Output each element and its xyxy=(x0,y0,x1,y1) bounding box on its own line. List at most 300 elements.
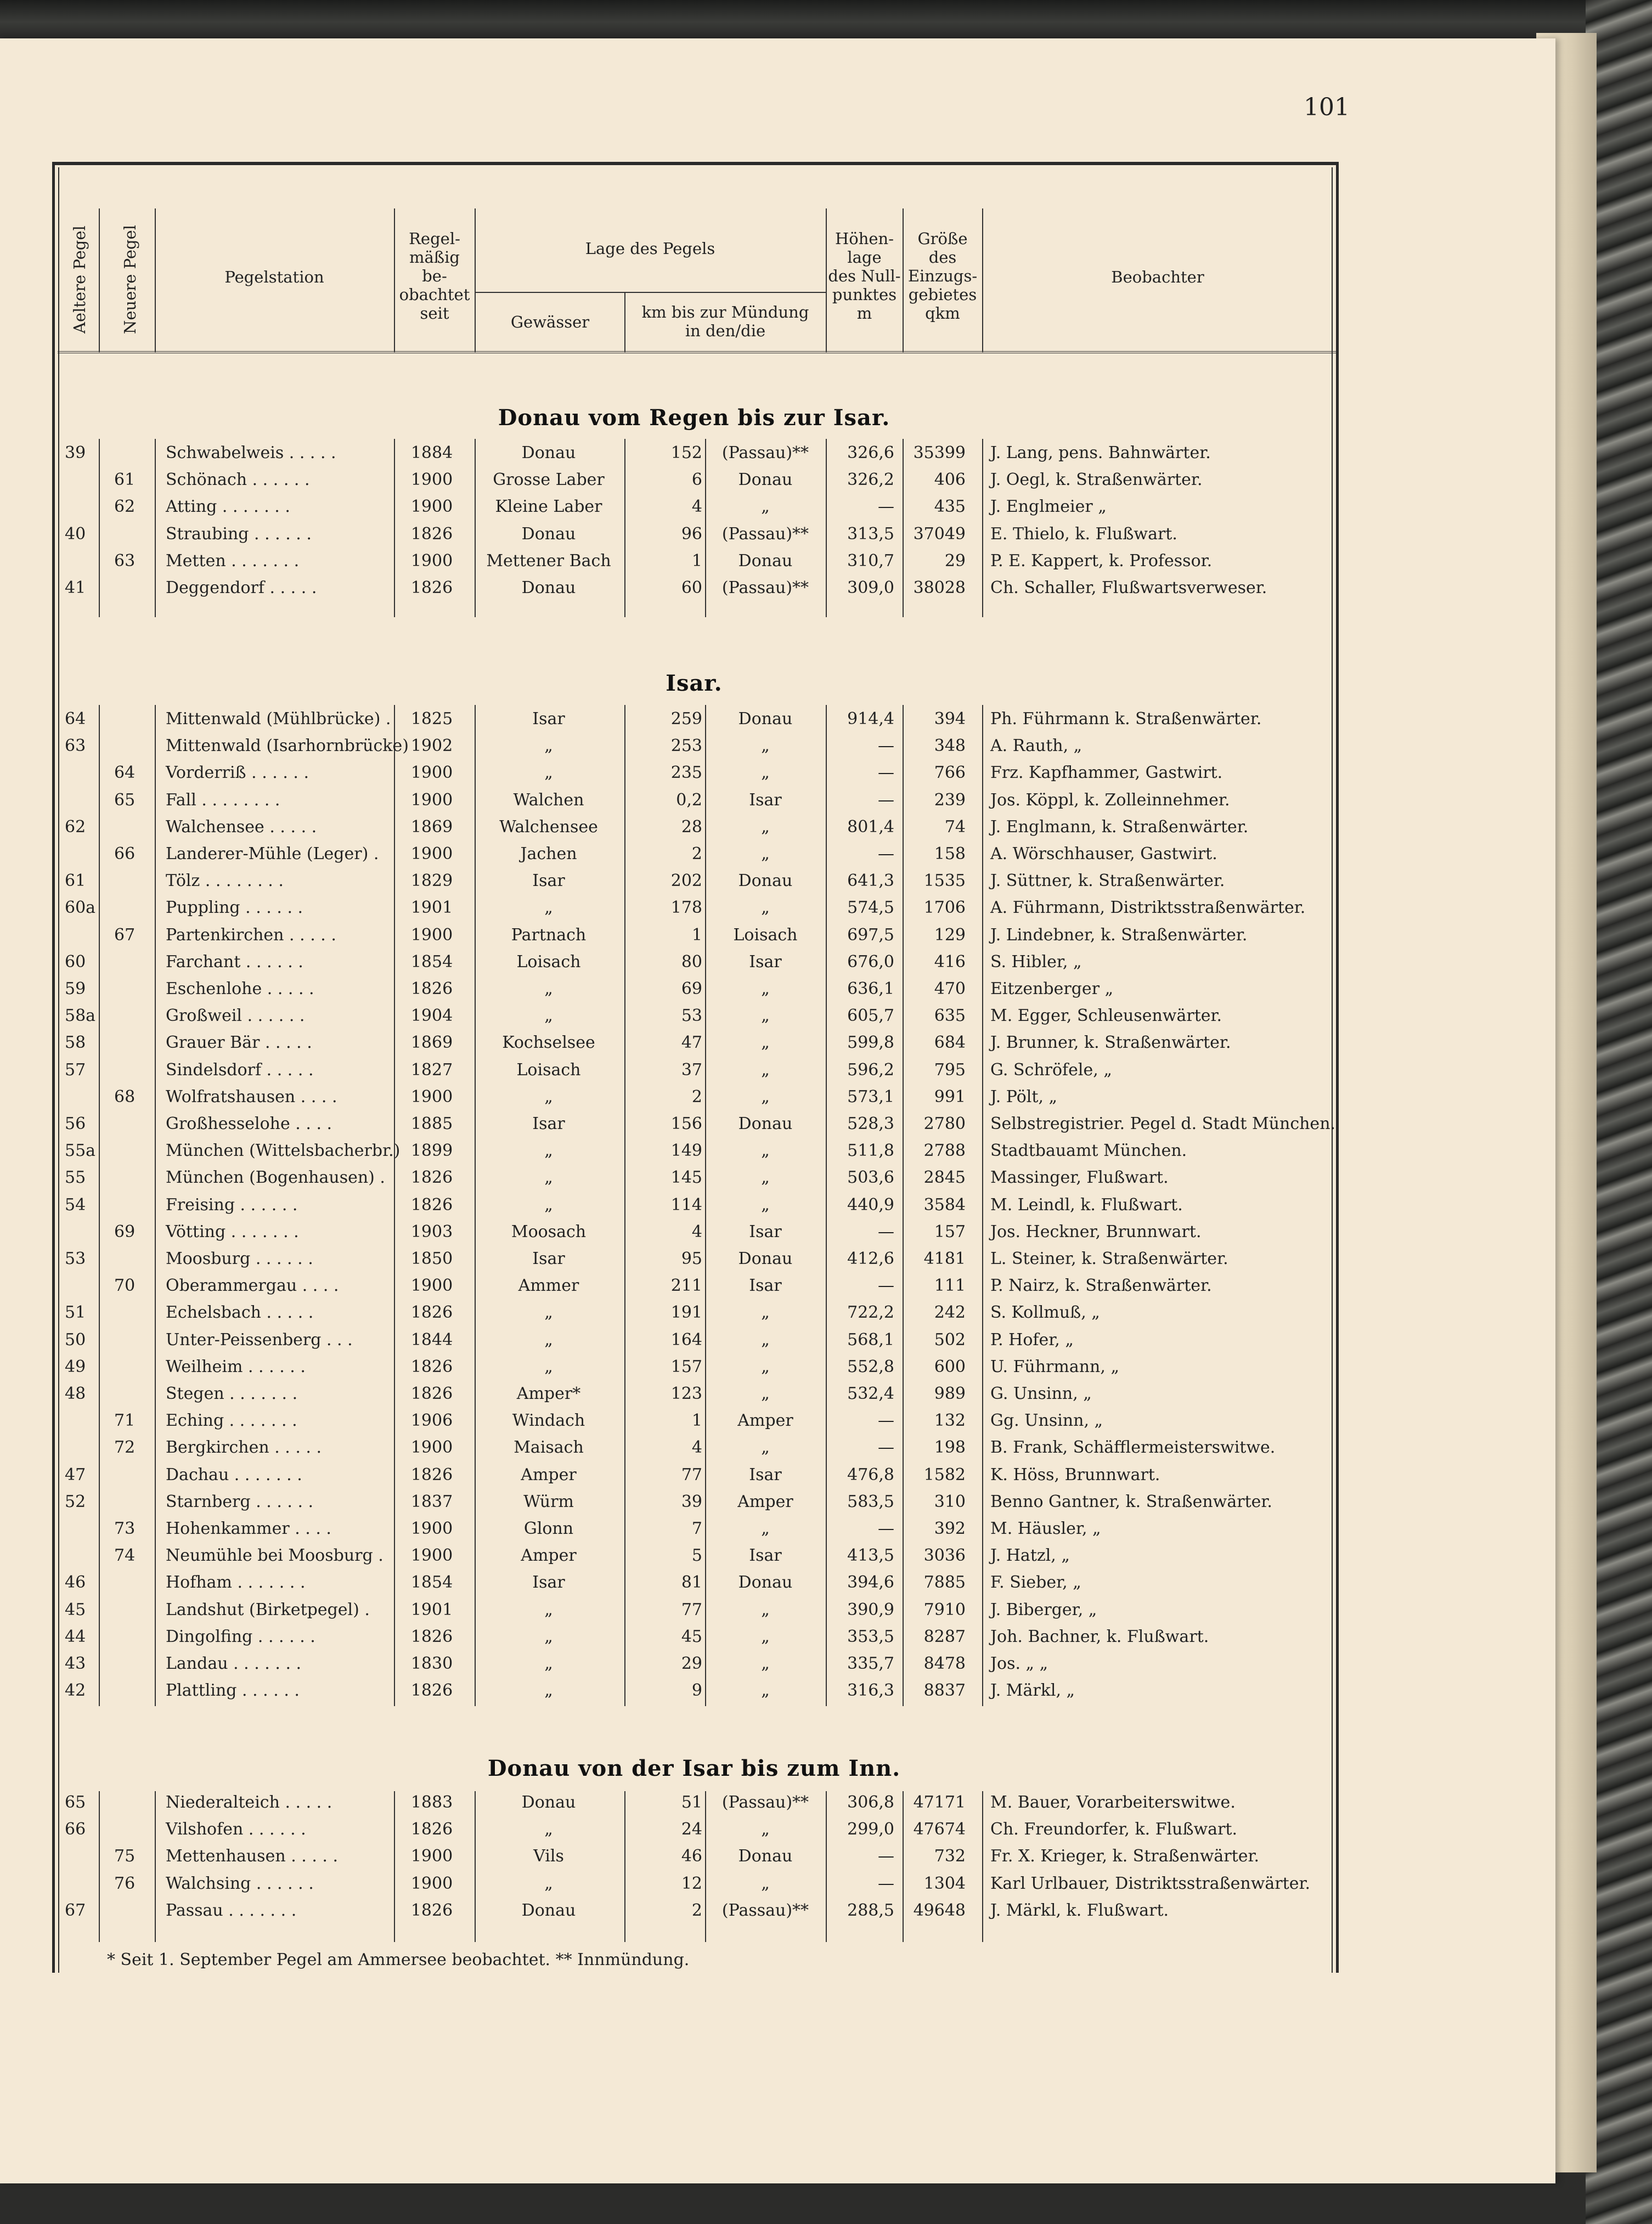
zero-point-height: — xyxy=(878,844,894,863)
water-body: „ xyxy=(544,1303,553,1323)
zero-point-height: 476,8 xyxy=(847,1465,894,1484)
observer: Joh. Bachner, k. Flußwart. xyxy=(990,1627,1209,1646)
station-name: Dachau . . . . . . . xyxy=(166,1465,302,1484)
station-name: Neumühle bei Moosburg . xyxy=(166,1546,384,1566)
observer: M. Bauer, Vorarbeiterswitwe. xyxy=(990,1793,1236,1812)
header-rule xyxy=(475,208,476,352)
km-to-mouth: 1 xyxy=(691,1411,702,1431)
header-beobachter: Beobachter xyxy=(1111,268,1204,286)
observed-since: 1901 xyxy=(410,898,453,918)
mouth-into: „ xyxy=(761,1519,770,1538)
observed-since: 1903 xyxy=(410,1222,453,1241)
water-body: „ xyxy=(544,736,553,756)
zero-point-height: 288,5 xyxy=(847,1900,894,1920)
water-body: „ xyxy=(544,1873,553,1893)
old-pegel-number: 58a xyxy=(65,1006,96,1026)
km-to-mouth: 259 xyxy=(670,709,702,729)
header-km-muendung: km bis zur Mündung in den/die xyxy=(641,303,809,340)
mouth-into: „ xyxy=(761,1141,770,1161)
table-row xyxy=(0,1276,1333,1301)
observed-since: 1826 xyxy=(410,1681,453,1701)
mouth-into: Amper xyxy=(737,1411,793,1431)
km-to-mouth: 1 xyxy=(691,551,702,571)
catchment-area: 132 xyxy=(934,1411,966,1431)
zero-point-height: 641,3 xyxy=(847,871,894,891)
mouth-into: (Passau)** xyxy=(721,1793,809,1812)
observer: J. Lang, pens. Bahnwärter. xyxy=(990,443,1211,462)
zero-point-height: — xyxy=(878,1276,894,1296)
header-seit: Regel- mäßig be- obachtet seit xyxy=(399,229,470,323)
station-name: Metten . . . . . . . xyxy=(166,551,300,571)
table-row xyxy=(0,1901,1333,1926)
km-to-mouth: 81 xyxy=(681,1573,702,1593)
observed-since: 1826 xyxy=(410,578,453,597)
water-body: Donau xyxy=(521,443,576,462)
zero-point-height: 316,3 xyxy=(847,1681,894,1701)
observed-since: 1884 xyxy=(410,443,453,462)
new-pegel-number: 72 xyxy=(114,1438,136,1458)
catchment-area: 2788 xyxy=(923,1141,966,1161)
observer: J. Biberger, „ xyxy=(990,1600,1097,1619)
zero-point-height: 335,7 xyxy=(847,1654,894,1673)
km-to-mouth: 6 xyxy=(691,470,702,490)
observer: J. Lindebner, k. Straßenwärter. xyxy=(990,925,1248,945)
old-pegel-number: 48 xyxy=(65,1384,86,1403)
zero-point-height: — xyxy=(878,790,894,810)
table-row xyxy=(0,1519,1333,1544)
old-pegel-number: 53 xyxy=(65,1249,86,1268)
zero-point-height: 676,0 xyxy=(847,952,894,972)
km-to-mouth: 9 xyxy=(691,1681,702,1701)
observer: B. Frank, Schäfflermeisterswitwe. xyxy=(990,1438,1276,1458)
catchment-area: 394 xyxy=(934,709,966,729)
km-to-mouth: 29 xyxy=(681,1654,702,1673)
station-name: Niederalteich . . . . . xyxy=(166,1793,332,1812)
observer: G. Unsinn, „ xyxy=(990,1384,1092,1403)
mouth-into: Donau xyxy=(738,1573,793,1593)
table-row xyxy=(0,1033,1333,1058)
mouth-into: „ xyxy=(761,1006,770,1026)
water-body: Walchensee xyxy=(499,817,598,837)
new-pegel-number: 61 xyxy=(114,470,136,490)
observed-since: 1826 xyxy=(410,1357,453,1376)
km-to-mouth: 60 xyxy=(681,578,702,597)
station-name: Dingolfing . . . . . . xyxy=(166,1627,315,1646)
km-to-mouth: 123 xyxy=(670,1384,702,1403)
table-row xyxy=(0,1168,1333,1193)
observed-since: 1854 xyxy=(410,952,453,972)
water-body: „ xyxy=(544,763,553,783)
station-name: Großhesselohe . . . . xyxy=(166,1114,332,1133)
observer: U. Führmann, „ xyxy=(990,1357,1119,1376)
water-body: „ xyxy=(544,1627,553,1646)
mouth-into: (Passau)** xyxy=(721,578,809,597)
mouth-into: „ xyxy=(761,844,770,863)
water-body: Vils xyxy=(533,1847,564,1866)
station-name: Vorderriß . . . . . . xyxy=(166,763,309,783)
zero-point-height: 605,7 xyxy=(847,1006,894,1026)
km-to-mouth: 2 xyxy=(691,1087,702,1107)
zero-point-height: 914,4 xyxy=(847,709,894,729)
table-row xyxy=(0,1222,1333,1248)
station-name: Deggendorf . . . . . xyxy=(166,578,317,597)
observer: J. Oegl, k. Straßenwärter. xyxy=(990,470,1203,490)
new-pegel-number: 63 xyxy=(114,551,136,571)
table-row xyxy=(0,844,1333,870)
station-name: Mittenwald (Isarhornbrücke) xyxy=(166,736,409,756)
mouth-into: „ xyxy=(761,1195,770,1215)
water-body: Jachen xyxy=(520,844,577,863)
observed-since: 1900 xyxy=(410,1847,453,1866)
observer: Selbstregistrier. Pegel d. Stadt München. xyxy=(990,1114,1336,1133)
observer: Fr. X. Krieger, k. Straßenwärter. xyxy=(990,1847,1260,1866)
km-to-mouth: 24 xyxy=(681,1820,702,1839)
page-number: 101 xyxy=(1304,93,1350,121)
observer: M. Leindl, k. Flußwart. xyxy=(990,1195,1183,1215)
catchment-area: 684 xyxy=(934,1033,966,1053)
zero-point-height: — xyxy=(878,763,894,783)
scan-background-top xyxy=(0,0,1652,44)
observed-since: 1900 xyxy=(410,1546,453,1566)
zero-point-height: 412,6 xyxy=(847,1249,894,1268)
observer: J. Süttner, k. Straßenwärter. xyxy=(990,871,1225,891)
catchment-area: 1706 xyxy=(923,898,966,918)
water-body: Isar xyxy=(532,1249,565,1268)
old-pegel-number: 60 xyxy=(65,952,86,972)
new-pegel-number: 66 xyxy=(114,844,136,863)
station-name: Landau . . . . . . . xyxy=(166,1654,302,1673)
catchment-area: 7885 xyxy=(923,1573,966,1593)
catchment-area: 8287 xyxy=(923,1627,966,1646)
water-body: Amper* xyxy=(516,1384,581,1403)
zero-point-height: — xyxy=(878,1519,894,1538)
station-name: Schönach . . . . . . xyxy=(166,470,310,490)
station-name: Eching . . . . . . . xyxy=(166,1411,297,1431)
old-pegel-number: 49 xyxy=(65,1357,86,1376)
mouth-into: Donau xyxy=(738,709,793,729)
km-to-mouth: 202 xyxy=(670,871,702,891)
observed-since: 1901 xyxy=(410,1600,453,1619)
observer: F. Sieber, „ xyxy=(990,1573,1081,1593)
table-row xyxy=(0,1384,1333,1409)
observer: A. Wörschhauser, Gastwirt. xyxy=(990,844,1217,863)
mouth-into: Donau xyxy=(738,1249,793,1268)
old-pegel-number: 51 xyxy=(65,1303,86,1323)
mouth-into: „ xyxy=(761,1627,770,1646)
observed-since: 1869 xyxy=(410,817,453,837)
observed-since: 1899 xyxy=(410,1141,453,1161)
zero-point-height: 596,2 xyxy=(847,1060,894,1080)
water-body: Glonn xyxy=(523,1519,574,1538)
observer: E. Thielo, k. Flußwart. xyxy=(990,524,1177,544)
catchment-area: 991 xyxy=(934,1087,966,1107)
km-to-mouth: 45 xyxy=(681,1627,702,1646)
catchment-area: 416 xyxy=(934,952,966,972)
observed-since: 1900 xyxy=(410,1519,453,1538)
catchment-area: 406 xyxy=(934,470,966,490)
catchment-area: 600 xyxy=(934,1357,966,1376)
observer: Frz. Kapfhammer, Gastwirt. xyxy=(990,763,1223,783)
km-to-mouth: 51 xyxy=(681,1793,702,1812)
water-body: Isar xyxy=(532,709,565,729)
table-row xyxy=(0,1060,1333,1086)
station-name: Landshut (Birketpegel) . xyxy=(166,1600,370,1619)
table-row xyxy=(0,898,1333,923)
zero-point-height: — xyxy=(878,1847,894,1866)
water-body: Isar xyxy=(532,1114,565,1133)
catchment-area: 47674 xyxy=(913,1820,966,1839)
observed-since: 1900 xyxy=(410,925,453,945)
mouth-into: Loisach xyxy=(733,925,798,945)
mouth-into: „ xyxy=(761,1357,770,1376)
observed-since: 1854 xyxy=(410,1573,453,1593)
zero-point-height: 583,5 xyxy=(847,1492,894,1511)
mouth-into: „ xyxy=(761,1600,770,1619)
km-to-mouth: 4 xyxy=(691,1438,702,1458)
old-pegel-number: 54 xyxy=(65,1195,86,1215)
observed-since: 1826 xyxy=(410,1168,453,1188)
new-pegel-number: 68 xyxy=(114,1087,136,1107)
header-aeltere-pegel: Aeltere Pegel xyxy=(70,225,89,334)
catchment-area: 129 xyxy=(934,925,966,945)
observer: Ch. Schaller, Flußwartsverweser. xyxy=(990,578,1267,597)
header-gewaesser: Gewässer xyxy=(510,313,590,331)
observer: Ph. Führmann k. Straßenwärter. xyxy=(990,709,1262,729)
header-pegelstation: Pegelstation xyxy=(224,268,324,286)
table-row xyxy=(0,1465,1333,1491)
zero-point-height: 528,3 xyxy=(847,1114,894,1133)
zero-point-height: 390,9 xyxy=(847,1600,894,1619)
km-to-mouth: 157 xyxy=(670,1357,702,1376)
observer: J. Pölt, „ xyxy=(990,1087,1058,1107)
old-pegel-number: 60a xyxy=(65,898,96,918)
zero-point-height: 552,8 xyxy=(847,1357,894,1376)
km-to-mouth: 39 xyxy=(681,1492,702,1511)
station-name: Hofham . . . . . . . xyxy=(166,1573,306,1593)
zero-point-height: — xyxy=(878,1438,894,1458)
mouth-into: (Passau)** xyxy=(721,1900,809,1920)
station-name: Oberammergau . . . . xyxy=(166,1276,339,1296)
table-row xyxy=(0,791,1333,816)
catchment-area: 198 xyxy=(934,1438,966,1458)
zero-point-height: 440,9 xyxy=(847,1195,894,1215)
km-to-mouth: 0,2 xyxy=(676,790,702,810)
header-rule xyxy=(826,208,827,352)
mouth-into: „ xyxy=(761,1087,770,1107)
water-body: Isar xyxy=(532,871,565,891)
mouth-into: „ xyxy=(761,1303,770,1323)
new-pegel-number: 76 xyxy=(114,1873,136,1893)
catchment-area: 1304 xyxy=(923,1873,966,1893)
zero-point-height: 568,1 xyxy=(847,1330,894,1350)
mouth-into: „ xyxy=(761,898,770,918)
observed-since: 1826 xyxy=(410,524,453,544)
station-name: Landerer-Mühle (Leger) . xyxy=(166,844,379,863)
observed-since: 1830 xyxy=(410,1654,453,1673)
water-body: Donau xyxy=(521,1793,576,1812)
table-row xyxy=(0,736,1333,761)
new-pegel-number: 75 xyxy=(114,1847,136,1866)
old-pegel-number: 42 xyxy=(65,1681,86,1701)
zero-point-height: — xyxy=(878,736,894,756)
mouth-into: Isar xyxy=(749,790,782,810)
new-pegel-number: 65 xyxy=(114,790,136,810)
km-to-mouth: 96 xyxy=(681,524,702,544)
old-pegel-number: 58 xyxy=(65,1033,86,1053)
station-name: Vilshofen . . . . . . xyxy=(166,1820,306,1839)
table-row xyxy=(0,1820,1333,1845)
catchment-area: 242 xyxy=(934,1303,966,1323)
observer: J. Englmann, k. Straßenwärter. xyxy=(990,817,1249,837)
km-to-mouth: 211 xyxy=(670,1276,702,1296)
zero-point-height: — xyxy=(878,497,894,517)
header-rule xyxy=(394,208,395,352)
water-body: Moosach xyxy=(511,1222,587,1241)
mouth-into: Donau xyxy=(738,470,793,490)
header-rule xyxy=(903,208,904,352)
km-to-mouth: 152 xyxy=(670,443,702,462)
section-title: Donau vom Regen bis zur Isar. xyxy=(498,405,890,431)
mouth-into: Isar xyxy=(749,1222,782,1241)
old-pegel-number: 46 xyxy=(65,1573,86,1593)
zero-point-height: 599,8 xyxy=(847,1033,894,1053)
mouth-into: Donau xyxy=(738,1847,793,1866)
station-name: Atting . . . . . . . xyxy=(166,497,290,517)
km-to-mouth: 4 xyxy=(691,1222,702,1241)
water-body: Walchen xyxy=(513,790,584,810)
catchment-area: 3584 xyxy=(923,1195,966,1215)
observer: Karl Urlbauer, Distriktsstraßenwärter. xyxy=(990,1873,1311,1893)
old-pegel-number: 47 xyxy=(65,1465,86,1484)
mouth-into: Isar xyxy=(749,1465,782,1484)
water-body: Grosse Laber xyxy=(493,470,605,490)
water-body: Loisach xyxy=(516,1060,581,1080)
station-name: Farchant . . . . . . xyxy=(166,952,303,972)
observed-since: 1826 xyxy=(410,1820,453,1839)
table-row xyxy=(0,1492,1333,1517)
catchment-area: 502 xyxy=(934,1330,966,1350)
observer: M. Egger, Schleusenwärter. xyxy=(990,1006,1222,1026)
mouth-into: „ xyxy=(761,1330,770,1350)
station-name: Eschenlohe . . . . . xyxy=(166,979,314,998)
footnote: * Seit 1. September Pegel am Ammersee beobachtet. ** Innmündung. xyxy=(107,1950,690,1969)
header-rule xyxy=(982,208,983,352)
old-pegel-number: 62 xyxy=(65,817,86,837)
km-to-mouth: 95 xyxy=(681,1249,702,1268)
station-name: Stegen . . . . . . . xyxy=(166,1384,298,1403)
mouth-into: „ xyxy=(761,497,770,517)
zero-point-height: 413,5 xyxy=(847,1546,894,1566)
mouth-into: „ xyxy=(761,736,770,756)
km-to-mouth: 164 xyxy=(670,1330,702,1350)
observer: S. Kollmuß, „ xyxy=(990,1303,1100,1323)
observer: Jos. Köppl, k. Zolleinnehmer. xyxy=(990,790,1230,810)
old-pegel-number: 45 xyxy=(65,1600,86,1619)
zero-point-height: 306,8 xyxy=(847,1793,894,1812)
mouth-into: Donau xyxy=(738,871,793,891)
catchment-area: 8837 xyxy=(923,1681,966,1701)
mouth-into: „ xyxy=(761,1654,770,1673)
catchment-area: 310 xyxy=(934,1492,966,1511)
zero-point-height: 326,6 xyxy=(847,443,894,462)
observed-since: 1904 xyxy=(410,1006,453,1026)
observed-since: 1900 xyxy=(410,1438,453,1458)
header-bottom-rule xyxy=(58,351,1336,353)
table-row xyxy=(0,1847,1333,1872)
new-pegel-number: 69 xyxy=(114,1222,136,1241)
table-row xyxy=(0,1303,1333,1328)
old-pegel-number: 65 xyxy=(65,1793,86,1812)
table-row xyxy=(0,1546,1333,1571)
km-to-mouth: 5 xyxy=(691,1546,702,1566)
water-body: Ammer xyxy=(518,1276,579,1296)
observed-since: 1829 xyxy=(410,871,453,891)
observed-since: 1900 xyxy=(410,763,453,783)
table-row xyxy=(0,1600,1333,1625)
old-pegel-number: 39 xyxy=(65,443,86,462)
zero-point-height: 326,2 xyxy=(847,470,894,490)
catchment-area: 37049 xyxy=(913,524,966,544)
header-rule xyxy=(99,208,100,352)
water-body: Loisach xyxy=(516,952,581,972)
old-pegel-number: 55 xyxy=(65,1168,86,1188)
station-name: Hohenkammer . . . . xyxy=(166,1519,331,1538)
observer: Gg. Unsinn, „ xyxy=(990,1411,1103,1431)
km-to-mouth: 12 xyxy=(681,1873,702,1893)
zero-point-height: 394,6 xyxy=(847,1573,894,1593)
station-name: Sindelsdorf . . . . . xyxy=(166,1060,314,1080)
table-row xyxy=(0,1627,1333,1652)
water-body: „ xyxy=(544,1357,553,1376)
observer: P. Hofer, „ xyxy=(990,1330,1074,1350)
observed-since: 1837 xyxy=(410,1492,453,1511)
observer: P. E. Kappert, k. Professor. xyxy=(990,551,1213,571)
old-pegel-number: 66 xyxy=(65,1820,86,1839)
new-pegel-number: 64 xyxy=(114,763,136,783)
catchment-area: 795 xyxy=(934,1060,966,1080)
observer: Benno Gantner, k. Straßenwärter. xyxy=(990,1492,1272,1511)
new-pegel-number: 71 xyxy=(114,1411,136,1431)
old-pegel-number: 57 xyxy=(65,1060,86,1080)
mouth-into: „ xyxy=(761,763,770,783)
observer: L. Steiner, k. Straßenwärter. xyxy=(990,1249,1228,1268)
mouth-into: (Passau)** xyxy=(721,443,809,462)
observer: J. Brunner, k. Straßenwärter. xyxy=(990,1033,1231,1053)
km-to-mouth: 2 xyxy=(691,844,702,863)
zero-point-height: — xyxy=(878,1411,894,1431)
catchment-area: 635 xyxy=(934,1006,966,1026)
new-pegel-number: 73 xyxy=(114,1519,136,1538)
old-pegel-number: 43 xyxy=(65,1654,86,1673)
water-body: „ xyxy=(544,1087,553,1107)
zero-point-height: 313,5 xyxy=(847,524,894,544)
km-to-mouth: 149 xyxy=(670,1141,702,1161)
table-row xyxy=(0,1874,1333,1899)
water-body: „ xyxy=(544,1330,553,1350)
catchment-area: 158 xyxy=(934,844,966,863)
observed-since: 1826 xyxy=(410,1303,453,1323)
observed-since: 1906 xyxy=(410,1411,453,1431)
observer: P. Nairz, k. Straßenwärter. xyxy=(990,1276,1212,1296)
water-body: Würm xyxy=(523,1492,574,1511)
observer: J. Märkl, k. Flußwart. xyxy=(990,1900,1169,1920)
km-to-mouth: 28 xyxy=(681,817,702,837)
mouth-into: Isar xyxy=(749,952,782,972)
km-to-mouth: 77 xyxy=(681,1600,702,1619)
table-row xyxy=(0,1330,1333,1356)
table-row xyxy=(0,1793,1333,1818)
observed-since: 1900 xyxy=(410,1873,453,1893)
